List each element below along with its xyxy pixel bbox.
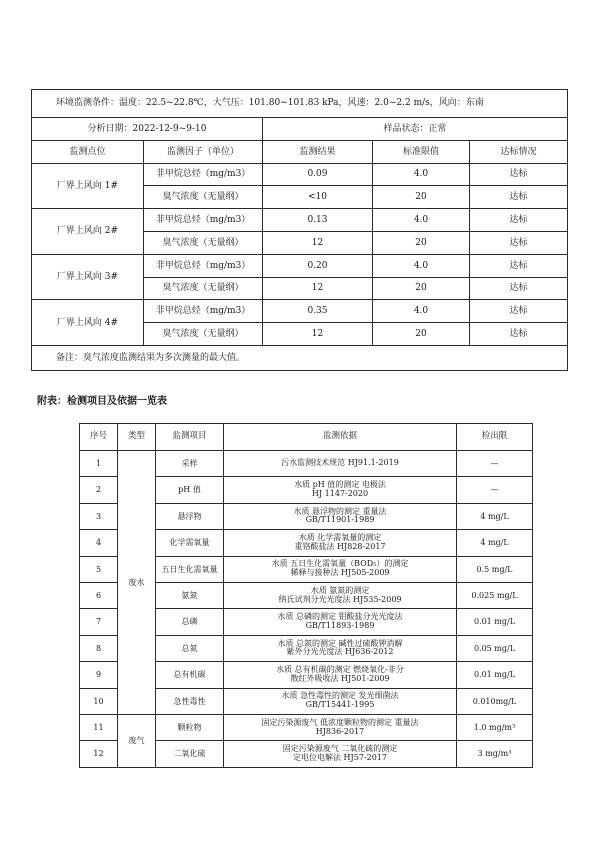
item: 急性毒性 <box>156 688 224 714</box>
basis <box>224 662 457 688</box>
header-no: 序号 <box>80 424 118 451</box>
result: 0.35 <box>263 300 373 323</box>
detection-limit: 4 mg/L <box>457 530 533 556</box>
result: 0.20 <box>263 254 373 277</box>
basis <box>224 582 457 608</box>
item: 采样 <box>156 451 224 477</box>
item: 颗粒物 <box>156 714 224 740</box>
basis-line: 稀释与接种法 HJ505-2009 <box>290 568 390 578</box>
basis-line: 水质 总有机碳的测定 燃烧氧化-非分 <box>276 665 404 675</box>
detection-limit: 0.01 mg/L <box>457 609 533 635</box>
limit: 4.0 <box>373 209 470 232</box>
detection-limit: 0.05 mg/L <box>457 635 533 661</box>
factor: 非甲烷总烃（mg/m3） <box>144 254 263 277</box>
compliance: 达标 <box>470 323 568 346</box>
basis-line: 污水监测技术规范 HJ91.1-2019 <box>281 458 399 468</box>
detection-limit: 0.010mg/L <box>457 688 533 714</box>
header-type: 类型 <box>118 424 156 451</box>
basis <box>224 635 457 661</box>
basis-line: 紫外分光光度法 HJ636-2012 <box>286 647 394 657</box>
basis-line: HJ 1147-2020 <box>311 489 369 499</box>
header-factor: 监测因子（单位） <box>144 140 263 163</box>
header-point: 监测点位 <box>32 140 144 163</box>
factor: 臭气浓度（无量纲） <box>144 323 263 346</box>
factor: 臭气浓度（无量纲） <box>144 186 263 209</box>
detection-limit: 1.0 mg/m³ <box>457 714 533 740</box>
basis <box>224 451 457 477</box>
analysis-date: 分析日期：2022-12-9~9-10 <box>32 118 263 141</box>
basis-line: 散红外吸收法 HJ501-2009 <box>290 673 390 683</box>
basis <box>224 503 457 529</box>
header-item: 监测项目 <box>156 424 224 451</box>
sample-status: 样品状态：正常 <box>263 118 568 141</box>
basis-line: 水质 化学需氧量的测定 <box>298 533 382 543</box>
basis-line: 水质 总磷的测定 钼酸盐分光光度法 <box>277 612 403 622</box>
monitoring-results-table <box>31 89 568 371</box>
result: 12 <box>263 277 373 300</box>
monitoring-point: 厂界上风向 1# <box>32 163 144 209</box>
basis-line: GB/T11893-1989 <box>305 621 375 631</box>
result: 0.09 <box>263 163 373 186</box>
compliance: 达标 <box>470 209 568 232</box>
item: 总有机碳 <box>156 662 224 688</box>
monitoring-point: 厂界上风向 3# <box>32 254 144 300</box>
compliance: 达标 <box>470 231 568 254</box>
detection-limit: — <box>457 477 533 503</box>
basis-line: 水质 氨氮的测定 <box>310 585 370 595</box>
basis <box>224 741 457 767</box>
detection-limit: 4 mg/L <box>457 503 533 529</box>
basis-line: GB/T11901-1989 <box>305 515 375 525</box>
limit: 20 <box>373 323 470 346</box>
monitoring-conditions: 环境监测条件：温度：22.5~22.8℃，大气压：101.80~101.83 kPa，风速：2.0~2.2 m/s，风向：东南 <box>32 90 568 118</box>
appendix-table <box>79 423 533 768</box>
item: 化学需氧量 <box>156 530 224 556</box>
detection-limit: 3 mg/m³ <box>457 741 533 767</box>
type-exhaust: 废气 <box>118 714 156 767</box>
result: 0.13 <box>263 209 373 232</box>
item: 总磷 <box>156 609 224 635</box>
factor: 臭气浓度（无量纲） <box>144 231 263 254</box>
item: pH 值 <box>156 477 224 503</box>
detection-limit: 0.025 mg/L <box>457 582 533 608</box>
basis-line: GB/T15441-1995 <box>305 700 375 710</box>
basis-line: 水质 pH 值的测定 电极法 <box>294 480 386 490</box>
monitoring-point: 厂界上风向 2# <box>32 209 144 255</box>
factor: 非甲烷总烃（mg/m3） <box>144 163 263 186</box>
row-no: 3 <box>80 503 118 529</box>
item: 悬浮物 <box>156 503 224 529</box>
type-wastewater: 废水 <box>118 451 156 715</box>
result: 12 <box>263 231 373 254</box>
basis <box>224 530 457 556</box>
result: <10 <box>263 186 373 209</box>
limit: 4.0 <box>373 300 470 323</box>
row-no: 7 <box>80 609 118 635</box>
compliance: 达标 <box>470 254 568 277</box>
limit: 20 <box>373 231 470 254</box>
limit: 4.0 <box>373 254 470 277</box>
factor: 臭气浓度（无量纲） <box>144 277 263 300</box>
compliance: 达标 <box>470 277 568 300</box>
row-no: 6 <box>80 582 118 608</box>
row-no: 2 <box>80 477 118 503</box>
basis-line: 重铬酸盐法 HJ828-2017 <box>294 541 386 551</box>
row-no: 8 <box>80 635 118 661</box>
detection-limit: 0.01 mg/L <box>457 662 533 688</box>
limit: 20 <box>373 186 470 209</box>
basis-line: 固定污染源废气 低浓度颗粒物的测定 重量法 <box>261 717 419 727</box>
basis-line: 水质 悬浮物的测定 重量法 <box>293 506 387 516</box>
basis-line: 纳氏试剂分光光度法 HJ535-2009 <box>278 594 402 604</box>
header-detection-limit: 检出限 <box>457 424 533 451</box>
basis-line: 固定污染源废气 二氧化硫的测定 <box>282 744 398 754</box>
basis-line: HJ836-2017 <box>315 726 365 736</box>
basis <box>224 714 457 740</box>
basis <box>224 556 457 582</box>
row-no: 9 <box>80 662 118 688</box>
item: 五日生化需氧量 <box>156 556 224 582</box>
table-note: 备注：臭气浓度监测结果为多次测量的最大值。 <box>32 345 568 370</box>
item: 总氮 <box>156 635 224 661</box>
limit: 4.0 <box>373 163 470 186</box>
factor: 非甲烷总烃（mg/m3） <box>144 300 263 323</box>
row-no: 12 <box>80 741 118 767</box>
basis <box>224 477 457 503</box>
basis-line: 定电位电解法 HJ57-2017 <box>293 752 387 762</box>
row-no: 4 <box>80 530 118 556</box>
row-no: 1 <box>80 451 118 477</box>
header-result: 监测结果 <box>263 140 373 163</box>
basis <box>224 688 457 714</box>
basis-line: 水质 急性毒性的测定 发光细菌法 <box>281 691 399 701</box>
compliance: 达标 <box>470 163 568 186</box>
basis-line: 水质 总氮的测定 碱性过硫酸钾消解 <box>277 638 403 648</box>
header-status: 达标情况 <box>470 140 568 163</box>
row-no: 11 <box>80 714 118 740</box>
item: 氨氮 <box>156 582 224 608</box>
compliance: 达标 <box>470 300 568 323</box>
factor: 非甲烷总烃（mg/m3） <box>144 209 263 232</box>
header-basis: 监测依据 <box>224 424 457 451</box>
header-limit: 标准限值 <box>373 140 470 163</box>
compliance: 达标 <box>470 186 568 209</box>
basis-line: 水质 五日生化需氧量（BOD₅）的测定 <box>271 559 409 569</box>
item: 二氧化硫 <box>156 741 224 767</box>
detection-limit: — <box>457 451 533 477</box>
appendix-title: 附表：检测项目及依据一览表 <box>37 396 167 407</box>
row-no: 5 <box>80 556 118 582</box>
result: 12 <box>263 323 373 346</box>
basis <box>224 609 457 635</box>
monitoring-point: 厂界上风向 4# <box>32 300 144 346</box>
detection-limit: 0.5 mg/L <box>457 556 533 582</box>
limit: 20 <box>373 277 470 300</box>
row-no: 10 <box>80 688 118 714</box>
